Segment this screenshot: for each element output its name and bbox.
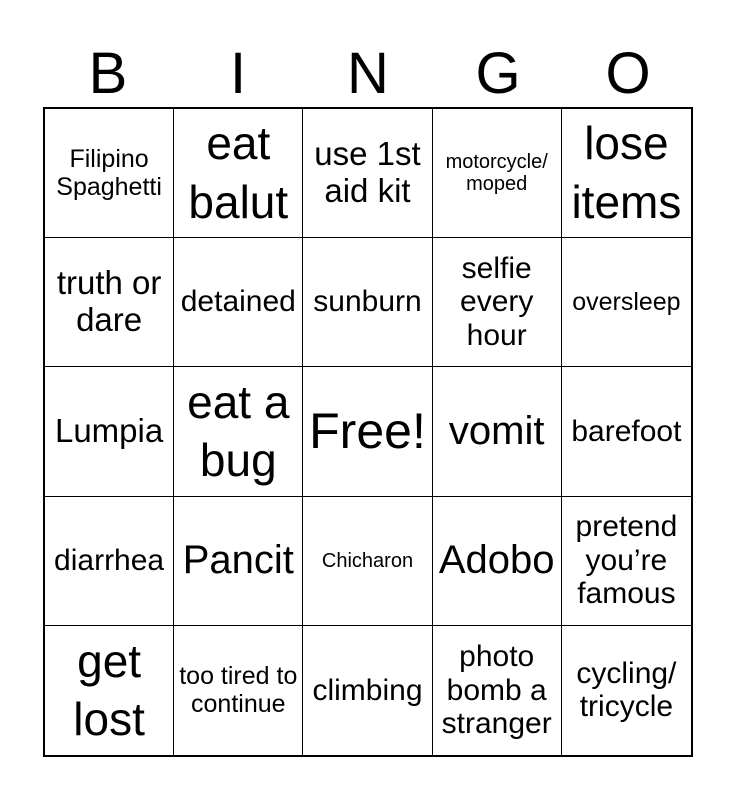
bingo-cell: sunburn bbox=[303, 238, 432, 367]
bingo-cell: Filipino Spaghetti bbox=[45, 109, 174, 238]
header-letter-o: O bbox=[605, 41, 651, 106]
bingo-cell: motorcycle/ moped bbox=[433, 109, 562, 238]
bingo-cell: vomit bbox=[433, 367, 562, 496]
bingo-cell: Adobo bbox=[433, 497, 562, 626]
bingo-cell: photo bomb a stranger bbox=[433, 626, 562, 755]
header-letter-b: B bbox=[88, 41, 128, 106]
bingo-cell: eat a bug bbox=[174, 367, 303, 496]
bingo-cell: oversleep bbox=[562, 238, 691, 367]
bingo-cell: Pancit bbox=[174, 497, 303, 626]
bingo-cell: Lumpia bbox=[45, 367, 174, 496]
bingo-cell: eat balut bbox=[174, 109, 303, 238]
header-letter-g: G bbox=[475, 41, 521, 106]
bingo-cell: detained bbox=[174, 238, 303, 367]
bingo-cell: too tired to continue bbox=[174, 626, 303, 755]
header-letter-i: I bbox=[229, 41, 247, 106]
bingo-cell: get lost bbox=[45, 626, 174, 755]
bingo-cell: lose items bbox=[562, 109, 691, 238]
bingo-cell: truth or dare bbox=[45, 238, 174, 367]
bingo-free-cell: Free! bbox=[303, 367, 432, 496]
bingo-header bbox=[43, 40, 693, 108]
bingo-cell: selfie every hour bbox=[433, 238, 562, 367]
bingo-cell: use 1st aid kit bbox=[303, 109, 432, 238]
bingo-cell: barefoot bbox=[562, 367, 691, 496]
bingo-cell: diarrhea bbox=[45, 497, 174, 626]
bingo-cell: Chicharon bbox=[303, 497, 432, 626]
bingo-card-grid bbox=[43, 107, 693, 757]
header-letter-n: N bbox=[347, 41, 389, 106]
bingo-cell: pretend you’re famous bbox=[562, 497, 691, 626]
bingo-cell: climbing bbox=[303, 626, 432, 755]
bingo-cell: cycling/ tricycle bbox=[576, 656, 677, 724]
